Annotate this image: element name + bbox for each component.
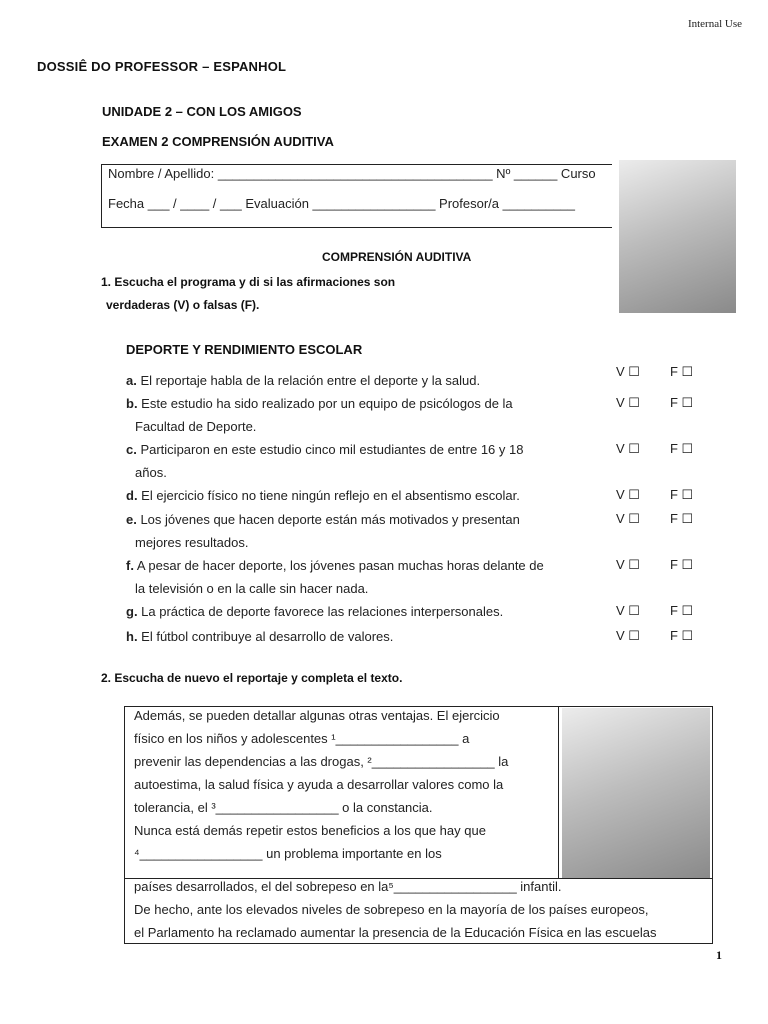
- column-divider: [558, 707, 559, 879]
- question-2-instructions: 2. Escucha de nuevo el reportaje y completa el texto.: [101, 671, 403, 685]
- exam-title: EXAMEN 2 COMPRENSIÓN AUDITIVA: [102, 134, 334, 149]
- statement-d: [126, 484, 590, 507]
- passage-line: Nunca está demás repetir estos beneficios a los que hay que: [134, 823, 486, 838]
- checkbox-verdadero-d[interactable]: V ☐: [616, 487, 640, 502]
- statement-text: A pesar de hacer deporte, los jóvenes pasan muchas horas delante de: [133, 558, 544, 573]
- statement-continuation: años.: [135, 465, 167, 480]
- statement-letter: h.: [126, 629, 138, 644]
- statement-letter: c.: [126, 442, 137, 457]
- checkbox-falso-d[interactable]: F ☐: [670, 487, 694, 502]
- topic-title: DEPORTE Y RENDIMIENTO ESCOLAR: [126, 342, 363, 357]
- passage-line-blank-4: ⁴_________________ un problema importante en los: [134, 846, 442, 861]
- statement-text: Este estudio ha sido realizado por un equipo de psicólogos de la: [137, 396, 513, 411]
- statement-continuation: Facultad de Deporte.: [135, 419, 257, 434]
- passage-line: De hecho, ante los elevados niveles de sobrepeso en la mayoría de los países europeos,: [134, 902, 649, 917]
- statement-h: [126, 625, 590, 648]
- statement-e: [126, 508, 590, 554]
- statement-text: Participaron en este estudio cinco mil estudiantes de entre 16 y 18: [136, 442, 524, 457]
- checkbox-falso-b[interactable]: F ☐: [670, 395, 694, 410]
- page-number: 1: [716, 948, 722, 962]
- checkbox-falso-e[interactable]: F ☐: [670, 511, 694, 526]
- checkbox-verdadero-f[interactable]: V ☐: [616, 557, 640, 572]
- statement-text: El ejercicio físico no tiene ningún reflejo en el absentismo escolar.: [137, 488, 520, 503]
- document-header: DOSSIÊ DO PROFESSOR – ESPANHOL: [37, 59, 287, 74]
- student-name-line: Nombre / Apellido: ______________________________________ Nº ______ Curso: [108, 166, 596, 181]
- internal-use-label: Internal Use: [687, 18, 742, 30]
- statement-continuation: mejores resultados.: [135, 535, 249, 550]
- section-title: COMPRENSIÓN AUDITIVA: [322, 250, 472, 264]
- passage-line-blank-2: prevenir las dependencias a las drogas, ²_________________ la: [134, 754, 509, 769]
- statement-letter: a.: [126, 373, 137, 388]
- checkbox-verdadero-c[interactable]: V ☐: [616, 441, 640, 456]
- statement-a: [126, 369, 590, 392]
- checkbox-verdadero-h[interactable]: V ☐: [616, 628, 640, 643]
- statement-text: El fútbol contribuye al desarrollo de valores.: [137, 629, 394, 644]
- statement-f: [126, 554, 590, 600]
- statement-b: [126, 392, 590, 438]
- checkbox-verdadero-g[interactable]: V ☐: [616, 603, 640, 618]
- question-1-line-1: 1. Escucha el programa y di si las afirmaciones son: [101, 275, 396, 289]
- passage-line: Además, se pueden detallar algunas otras ventajas. El ejercicio: [134, 708, 500, 723]
- passage-line-blank-5: países desarrollados, el del sobrepeso en la⁵_________________ infantil.: [134, 879, 562, 894]
- statement-letter: d.: [126, 488, 138, 503]
- checkbox-falso-c[interactable]: F ☐: [670, 441, 694, 456]
- statement-g: [126, 600, 590, 623]
- passage-box-bottom: [124, 878, 713, 944]
- passage-line-blank-1: físico en los niños y adolescentes ¹_________________ a: [134, 731, 470, 746]
- student-info-box: [101, 164, 612, 228]
- checkbox-falso-f[interactable]: F ☐: [670, 557, 694, 572]
- question-1-line-2: verdaderas (V) o falsas (F).: [106, 298, 260, 312]
- passage-line: el Parlamento ha reclamado aumentar la presencia de la Educación Física en las escuelas: [134, 925, 657, 940]
- checkbox-falso-h[interactable]: F ☐: [670, 628, 694, 643]
- statement-text: Los jóvenes que hacen deporte están más motivados y presentan: [136, 512, 520, 527]
- checkbox-verdadero-a[interactable]: V ☐: [616, 364, 640, 379]
- statement-letter: e.: [126, 512, 137, 527]
- passage-line-blank-3: tolerancia, el ³_________________ o la constancia.: [134, 800, 433, 815]
- girl-with-ball-photo: [619, 160, 736, 313]
- statement-text: La práctica de deporte favorece las relaciones interpersonales.: [137, 604, 504, 619]
- statement-letter: b.: [126, 396, 138, 411]
- statement-letter: g.: [126, 604, 138, 619]
- unit-title: UNIDADE 2 – CON LOS AMIGOS: [102, 104, 302, 119]
- checkbox-falso-a[interactable]: F ☐: [670, 364, 694, 379]
- question-1-instructions: [101, 271, 501, 317]
- statement-text: El reportaje habla de la relación entre el deporte y la salud.: [136, 373, 481, 388]
- right-border: [712, 707, 713, 879]
- checkbox-verdadero-e[interactable]: V ☐: [616, 511, 640, 526]
- checkbox-verdadero-b[interactable]: V ☐: [616, 395, 640, 410]
- passage-line: autoestima, la salud física y ayuda a desarrollar valores como la: [134, 777, 504, 792]
- statement-continuation: la televisión o en la calle sin hacer nada.: [135, 581, 369, 596]
- statement-c: [126, 438, 590, 484]
- statement-letter: f.: [126, 558, 134, 573]
- date-evaluation-line: Fecha ___ / ____ / ___ Evaluación _________________ Profesor/a __________: [108, 196, 575, 211]
- checkbox-falso-g[interactable]: F ☐: [670, 603, 694, 618]
- boy-with-towel-photo: [562, 708, 710, 878]
